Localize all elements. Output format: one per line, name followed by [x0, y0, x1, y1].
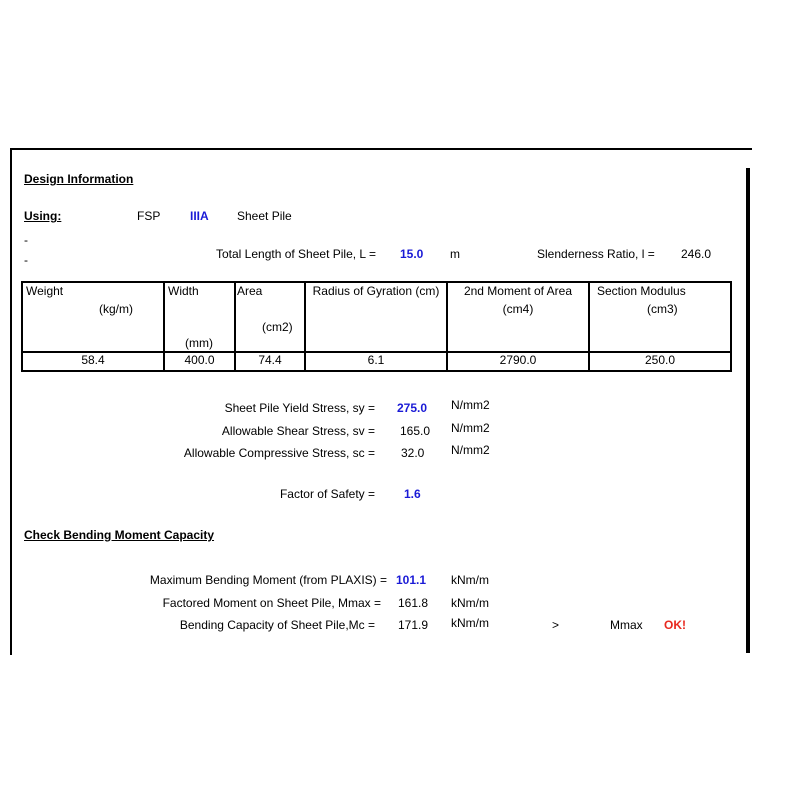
check-result-badge: OK! [664, 618, 686, 632]
blank-row-dash: - [24, 233, 28, 247]
safety-factor-label: Factor of Safety = [279, 487, 375, 501]
moment-header: 2nd Moment of Area [463, 284, 573, 298]
section-properties-table [21, 281, 732, 372]
weight-header: Weight [26, 284, 64, 298]
pile-name: Sheet Pile [237, 209, 292, 223]
comparison-operator: > [552, 618, 560, 632]
bending-capacity-unit: kNm/m [451, 616, 489, 630]
length-value: 15.0 [400, 247, 424, 261]
compressive-stress-label: Allowable Compressive Stress, sc = [183, 446, 375, 460]
blank-row-dash: - [24, 253, 28, 267]
weight-unit: (kg/m) [99, 302, 133, 316]
factored-moment-label: Factored Moment on Sheet Pile, Mmax = [162, 596, 381, 610]
weight-value: 58.4 [22, 352, 164, 371]
length-unit: m [450, 247, 460, 261]
gyration-value: 6.1 [305, 352, 447, 371]
yield-stress-unit: N/mm2 [451, 398, 490, 412]
length-label: Total Length of Sheet Pile, L = [215, 247, 376, 261]
pile-type: FSP [137, 209, 161, 223]
max-moment-unit: kNm/m [451, 573, 489, 587]
shear-stress-unit: N/mm2 [451, 421, 490, 435]
width-value: 400.0 [164, 352, 235, 371]
area-unit: (cm2) [262, 320, 293, 334]
header-gyration [305, 282, 447, 352]
factored-moment-unit: kNm/m [451, 596, 489, 610]
pile-grade: IIIA [190, 209, 209, 223]
width-unit: (mm) [185, 336, 213, 350]
header-width [164, 282, 235, 352]
area-value: 74.4 [235, 352, 305, 371]
header-weight [22, 282, 164, 352]
factored-moment-value: 161.8 [398, 596, 429, 610]
modulus-value: 250.0 [589, 352, 731, 371]
modulus-header: Section Modulus [597, 284, 686, 298]
bending-capacity-value: 171.9 [398, 618, 429, 632]
worksheet-right-border [746, 168, 750, 653]
moment-value: 2790.0 [447, 352, 589, 371]
table-header-row [22, 282, 731, 352]
yield-stress-value: 275.0 [397, 401, 428, 415]
header-moment [447, 282, 589, 352]
modulus-unit: (cm3) [647, 302, 678, 316]
compressive-stress-unit: N/mm2 [451, 443, 490, 457]
bending-capacity-label: Bending Capacity of Sheet Pile,Mc = [179, 618, 375, 632]
width-header: Width [168, 284, 199, 298]
slenderness-value: 246.0 [681, 247, 712, 261]
header-area [235, 282, 305, 352]
compressive-stress-value: 32.0 [401, 446, 425, 460]
yield-stress-label: Sheet Pile Yield Stress, sy = [224, 401, 375, 415]
mmax-label: Mmax [610, 618, 643, 632]
gyration-header: Radius of Gyration (cm) [312, 284, 440, 298]
header-modulus [589, 282, 731, 352]
check-bending-heading: Check Bending Moment Capacity [24, 528, 215, 542]
shear-stress-value: 165.0 [400, 424, 431, 438]
shear-stress-label: Allowable Shear Stress, sv = [221, 424, 375, 438]
design-information-heading: Design Information [24, 172, 134, 186]
using-label: Using: [24, 209, 62, 223]
max-moment-value: 101.1 [396, 573, 427, 587]
table-row [22, 352, 731, 371]
moment-unit: (cm4) [502, 302, 534, 316]
area-header: Area [237, 284, 263, 298]
max-moment-label: Maximum Bending Moment (from PLAXIS) = [149, 573, 387, 587]
slenderness-label: Slenderness Ratio, l = [537, 247, 655, 261]
safety-factor-value: 1.6 [404, 487, 421, 501]
